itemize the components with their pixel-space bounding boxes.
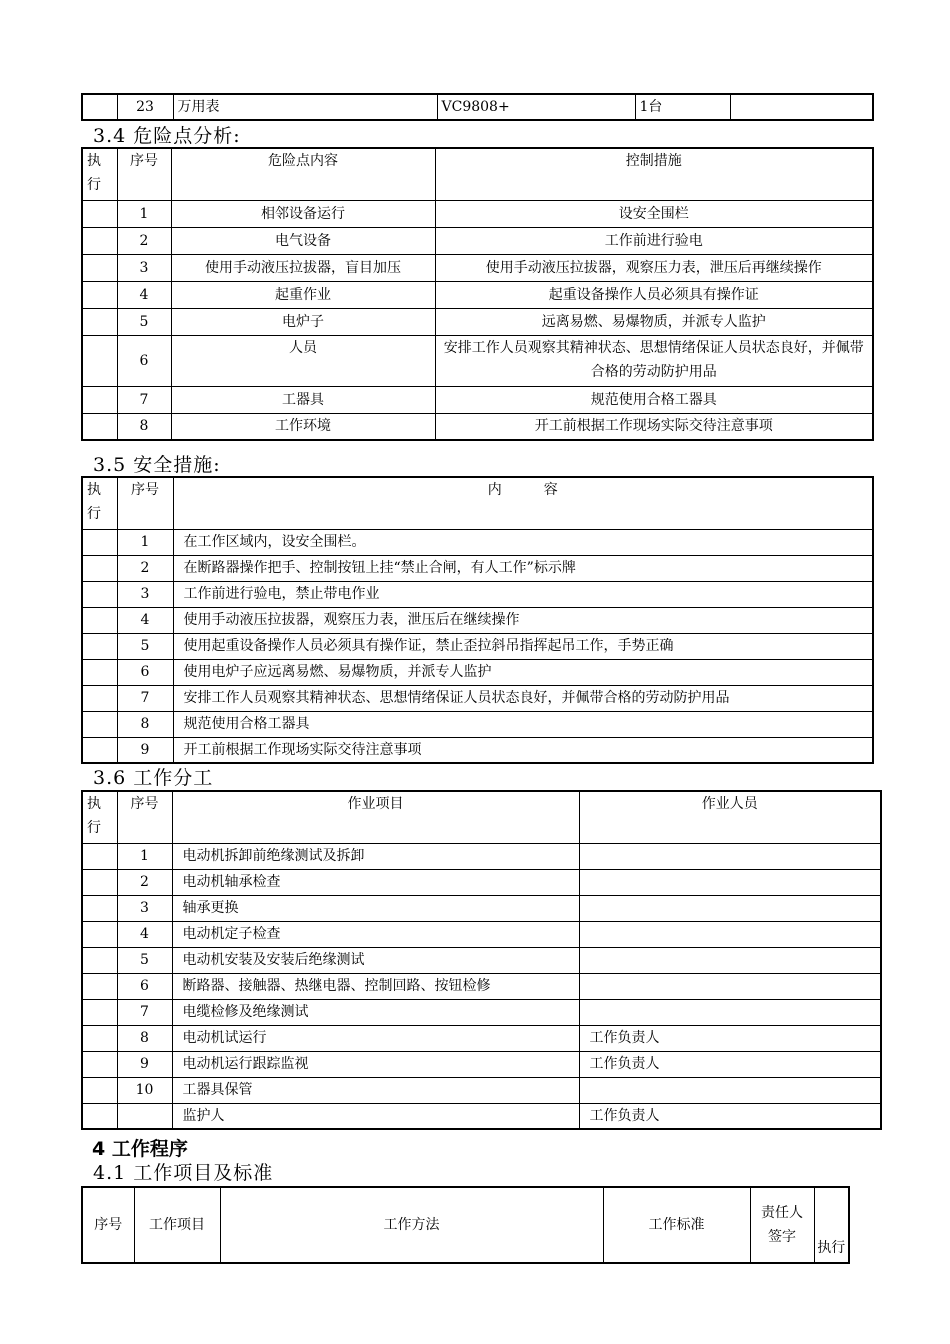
header-worker: 作业人员 <box>579 791 881 843</box>
exec-cell[interactable] <box>82 227 117 254</box>
worker[interactable] <box>579 999 881 1025</box>
exec-cell[interactable] <box>82 685 117 711</box>
row-number: 3 <box>117 254 171 281</box>
row-number: 3 <box>117 895 172 921</box>
worker[interactable] <box>579 1077 881 1103</box>
hazard-section-title: 3.4 危险点分析: <box>93 125 241 147</box>
safety-measure: 在工作区域内，设安全围栏。 <box>173 529 873 555</box>
exec-cell[interactable] <box>82 386 117 413</box>
header-responsible-signature: 责任人签字 <box>750 1187 814 1263</box>
row-number: 23 <box>117 94 173 120</box>
exec-cell[interactable] <box>82 947 117 973</box>
table-row <box>82 973 881 999</box>
division-table <box>81 790 882 1130</box>
hazard-table <box>81 147 874 441</box>
exec-cell[interactable] <box>82 335 117 386</box>
row-number: 5 <box>117 947 172 973</box>
row-number: 9 <box>117 1051 172 1077</box>
row-number: 3 <box>117 581 173 607</box>
header-work-method: 工作方法 <box>220 1187 603 1263</box>
row-number: 1 <box>117 200 171 227</box>
work-item: 电动机运行跟踪监视 <box>172 1051 579 1077</box>
row-number: 5 <box>117 633 173 659</box>
table-row <box>82 737 873 763</box>
control-measure: 起重设备操作人员必须具有操作证 <box>435 281 873 308</box>
worker[interactable]: 工作负责人 <box>579 1103 881 1129</box>
exec-cell[interactable] <box>82 843 117 869</box>
header-exec: 执行 <box>82 148 117 200</box>
procedure-table <box>81 1186 850 1264</box>
table-row <box>82 869 881 895</box>
table-header-row <box>82 148 873 200</box>
exec-cell[interactable] <box>82 529 117 555</box>
table-row <box>82 1077 881 1103</box>
row-number: 10 <box>117 1077 172 1103</box>
table-row <box>82 843 881 869</box>
table-header-row <box>82 477 873 529</box>
exec-cell[interactable] <box>82 254 117 281</box>
header-exec: 执行 <box>82 477 117 529</box>
control-measure: 使用手动液压拉拔器，观察压力表，泄压后再继续操作 <box>435 254 873 281</box>
exec-cell[interactable] <box>82 555 117 581</box>
row-number: 6 <box>117 973 172 999</box>
table-row <box>82 281 873 308</box>
exec-cell[interactable] <box>82 737 117 763</box>
table-row <box>82 1051 881 1077</box>
worker[interactable]: 工作负责人 <box>579 1051 881 1077</box>
exec-cell[interactable] <box>82 1077 117 1103</box>
worker[interactable] <box>579 843 881 869</box>
control-measure: 远离易燃、易爆物质，并派专人监护 <box>435 308 873 335</box>
table-header-row <box>82 791 881 843</box>
table-row <box>82 895 881 921</box>
header-no: 序号 <box>117 791 172 843</box>
row-number: 2 <box>117 869 172 895</box>
row-number: 4 <box>117 607 173 633</box>
worker[interactable] <box>579 921 881 947</box>
table-row <box>82 711 873 737</box>
equipment-model: VC9808+ <box>437 94 635 120</box>
safety-measure: 开工前根据工作现场实际交待注意事项 <box>173 737 873 763</box>
header-content: 内 容 <box>173 477 873 529</box>
table-row <box>82 413 873 440</box>
exec-cell[interactable] <box>82 581 117 607</box>
work-item: 监护人 <box>172 1103 579 1129</box>
header-control-measure: 控制措施 <box>435 148 873 200</box>
safety-measure: 使用起重设备操作人员必须具有操作证，禁止歪拉斜吊指挥起吊工作，手势正确 <box>173 633 873 659</box>
table-row <box>82 555 873 581</box>
hazard-content: 电气设备 <box>171 227 435 254</box>
safety-measure: 使用电炉子应远离易燃、易爆物质，并派专人监护 <box>173 659 873 685</box>
header-exec: 执行 <box>82 791 117 843</box>
exec-cell[interactable] <box>82 413 117 440</box>
exec-cell[interactable] <box>82 921 117 947</box>
header-no: 序号 <box>82 1187 134 1263</box>
exec-cell[interactable] <box>82 308 117 335</box>
row-number: 7 <box>117 386 171 413</box>
exec-cell[interactable] <box>82 973 117 999</box>
worker[interactable] <box>579 947 881 973</box>
procedure-subsection-title: 4.1 工作项目及标准 <box>93 1162 274 1184</box>
row-number: 5 <box>117 308 171 335</box>
header-no: 序号 <box>117 477 173 529</box>
table-row <box>82 200 873 227</box>
safety-measure: 规范使用合格工器具 <box>173 711 873 737</box>
row-number: 8 <box>117 1025 172 1051</box>
safety-section-title: 3.5 安全措施: <box>93 454 221 476</box>
row-number: 8 <box>117 413 171 440</box>
exec-cell[interactable] <box>82 94 117 120</box>
hazard-content: 工作环境 <box>171 413 435 440</box>
table-row <box>82 254 873 281</box>
table-row <box>82 659 873 685</box>
header-work-item: 作业项目 <box>172 791 579 843</box>
equipment-name: 万用表 <box>173 94 437 120</box>
work-item: 电动机轴承检查 <box>172 869 579 895</box>
work-item: 电动机安装及安装后绝缘测试 <box>172 947 579 973</box>
exec-cell[interactable] <box>82 999 117 1025</box>
equipment-table <box>81 93 874 121</box>
table-row <box>82 633 873 659</box>
table-row <box>82 227 873 254</box>
hazard-content: 电炉子 <box>171 308 435 335</box>
row-number: 7 <box>117 685 173 711</box>
exec-cell[interactable] <box>82 869 117 895</box>
table-row <box>82 999 881 1025</box>
equipment-qty: 1台 <box>635 94 730 120</box>
table-row <box>82 1103 881 1129</box>
row-number: 4 <box>117 281 171 308</box>
row-number: 2 <box>117 227 171 254</box>
row-number: 1 <box>117 843 172 869</box>
table-header-row <box>82 1187 849 1263</box>
table-row <box>82 685 873 711</box>
hazard-content: 起重作业 <box>171 281 435 308</box>
exec-cell[interactable] <box>82 1025 117 1051</box>
safety-table <box>81 476 874 764</box>
exec-cell[interactable] <box>82 281 117 308</box>
safety-measure: 工作前进行验电，禁止带电作业 <box>173 581 873 607</box>
work-item: 电动机定子检查 <box>172 921 579 947</box>
work-item: 电动机试运行 <box>172 1025 579 1051</box>
table-row <box>82 308 873 335</box>
table-row <box>82 947 881 973</box>
header-hazard-content: 危险点内容 <box>171 148 435 200</box>
safety-measure: 在断路器操作把手、控制按钮上挂“禁止合闸，有人工作”标示牌 <box>173 555 873 581</box>
exec-cell[interactable] <box>82 200 117 227</box>
exec-cell[interactable] <box>82 659 117 685</box>
exec-cell[interactable] <box>82 895 117 921</box>
exec-cell[interactable] <box>82 633 117 659</box>
row-number: 9 <box>117 737 173 763</box>
work-item: 断路器、接触器、热继电器、控制回路、按钮检修 <box>172 973 579 999</box>
safety-measure: 使用手动液压拉拔器，观察压力表，泄压后在继续操作 <box>173 607 873 633</box>
row-number: 4 <box>117 921 172 947</box>
row-number: 8 <box>117 711 173 737</box>
worker[interactable]: 工作负责人 <box>579 1025 881 1051</box>
table-row <box>82 94 873 120</box>
worker[interactable] <box>579 895 881 921</box>
work-item: 电缆检修及绝缘测试 <box>172 999 579 1025</box>
work-item: 工器具保管 <box>172 1077 579 1103</box>
control-measure: 设安全围栏 <box>435 200 873 227</box>
row-number: 1 <box>117 529 173 555</box>
safety-measure: 安排工作人员观察其精神状态、思想情绪保证人员状态良好，并佩带合格的劳动防护用品 <box>173 685 873 711</box>
worker[interactable] <box>579 869 881 895</box>
table-row <box>82 386 873 413</box>
work-item: 轴承更换 <box>172 895 579 921</box>
row-number <box>117 1103 172 1129</box>
worker[interactable] <box>579 973 881 999</box>
header-work-item: 工作项目 <box>134 1187 220 1263</box>
hazard-content: 人员 <box>171 335 435 386</box>
exec-cell[interactable] <box>82 1103 117 1129</box>
hazard-content: 相邻设备运行 <box>171 200 435 227</box>
remark-cell <box>730 94 873 120</box>
hazard-content: 工器具 <box>171 386 435 413</box>
exec-cell[interactable] <box>82 1051 117 1077</box>
control-measure: 工作前进行验电 <box>435 227 873 254</box>
table-row <box>82 529 873 555</box>
work-item: 电动机拆卸前绝缘测试及拆卸 <box>172 843 579 869</box>
header-work-standard: 工作标准 <box>603 1187 750 1263</box>
row-number: 6 <box>117 335 171 386</box>
row-number: 2 <box>117 555 173 581</box>
procedure-section-title: 4 工作程序 <box>92 1138 188 1160</box>
control-measure: 开工前根据工作现场实际交待注意事项 <box>435 413 873 440</box>
table-row <box>82 1025 881 1051</box>
table-row <box>82 607 873 633</box>
exec-cell[interactable] <box>82 607 117 633</box>
control-measure: 规范使用合格工器具 <box>435 386 873 413</box>
header-no: 序号 <box>117 148 171 200</box>
hazard-content: 使用手动液压拉拔器，盲目加压 <box>171 254 435 281</box>
row-number: 6 <box>117 659 173 685</box>
table-row <box>82 921 881 947</box>
control-measure: 安排工作人员观察其精神状态、思想情绪保证人员状态良好，并佩带合格的劳动防护用品 <box>435 335 873 386</box>
exec-cell[interactable] <box>82 711 117 737</box>
row-number: 7 <box>117 999 172 1025</box>
table-row <box>82 335 873 386</box>
table-row <box>82 581 873 607</box>
header-exec: 执行 <box>814 1187 849 1263</box>
division-section-title: 3.6 工作分工 <box>93 767 214 789</box>
